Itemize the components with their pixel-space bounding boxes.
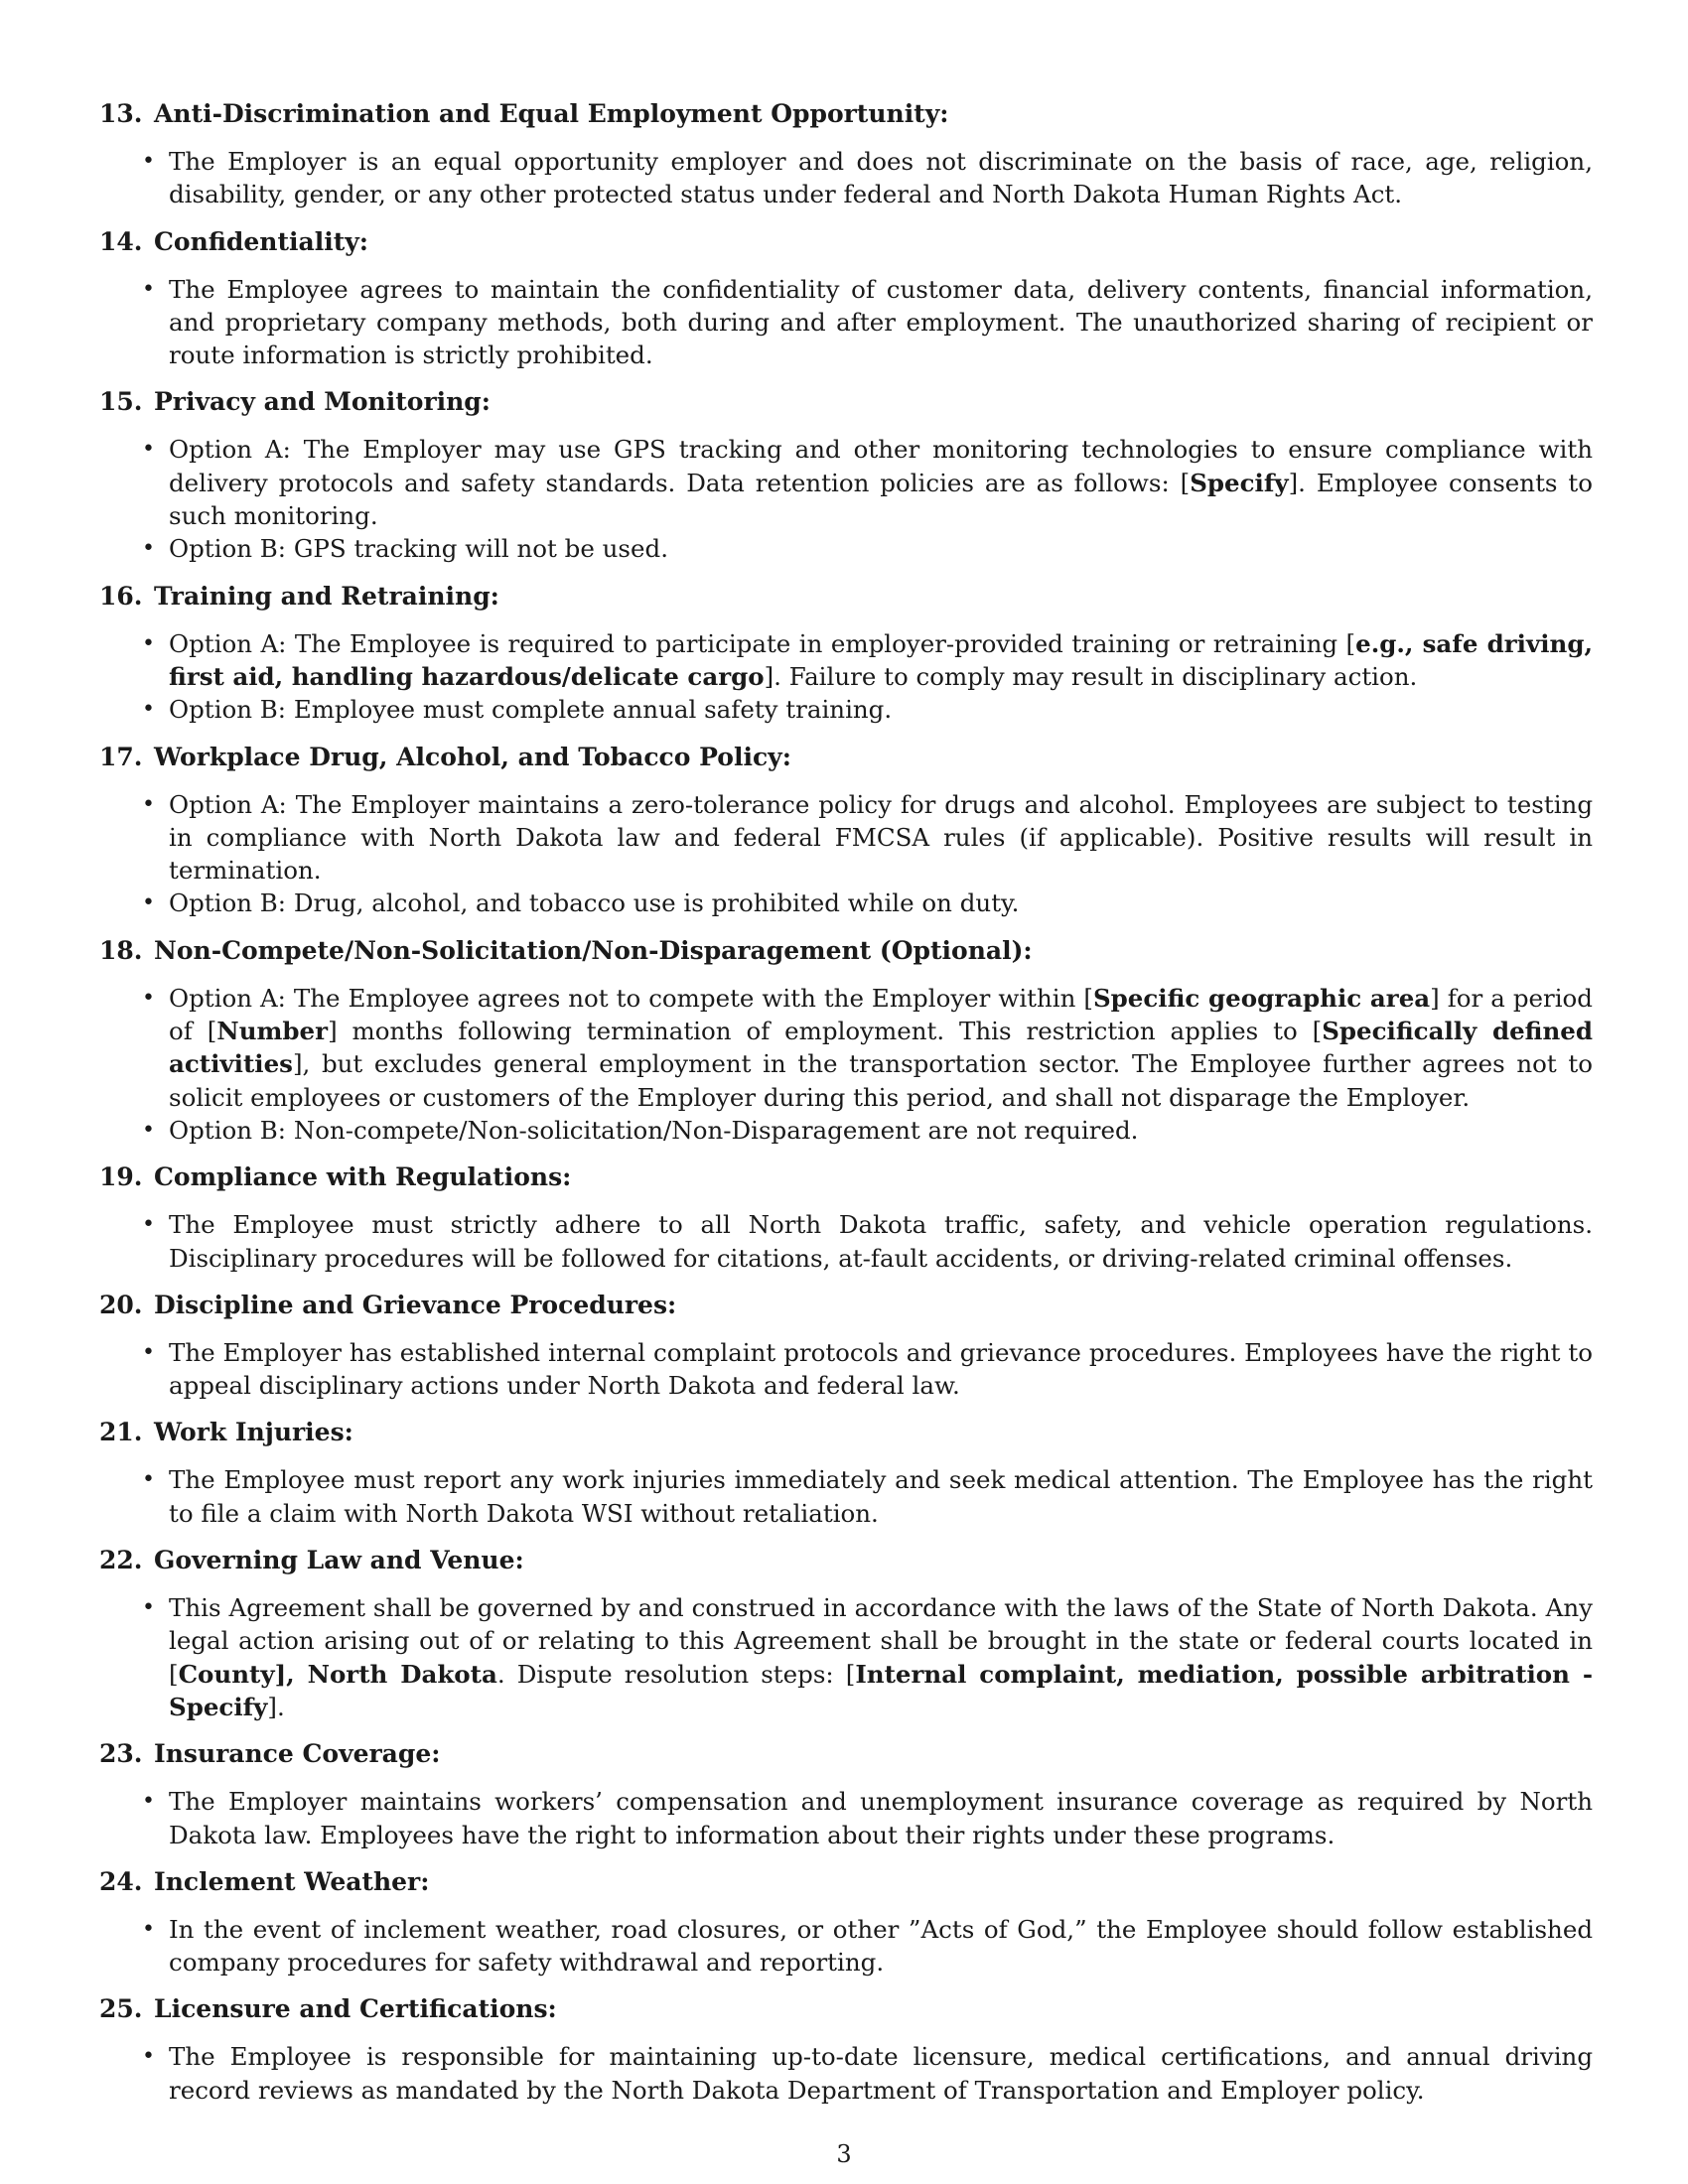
bullet-list [99, 1785, 1593, 1851]
bullet-list [99, 788, 1593, 920]
body-text: Option A: The Employer maintains a zero-tolerance policy for drugs and alcohol. Employees are subject to testing in compliance with North Dakota law and federal FMCSA rules (if applicable). Positive results will result in termination. [169, 789, 1593, 886]
section-16 [99, 580, 1593, 727]
section-17 [99, 741, 1593, 920]
placeholder-text: County], North Dakota [178, 1659, 497, 1689]
bullet-item [99, 887, 1593, 919]
section-number: 25. [99, 1994, 143, 2024]
bullet-dot-icon: • [142, 1212, 155, 1238]
placeholder-text: Number [216, 1017, 329, 1046]
section-20 [99, 1289, 1593, 1403]
bullet-item [99, 145, 1593, 211]
document-page [99, 97, 1593, 2120]
body-text: . Dispute resolution steps: [ [496, 1659, 856, 1689]
section-number: 14. [99, 226, 143, 256]
page-number: 3 [836, 2140, 852, 2168]
section-heading [99, 741, 1593, 773]
bullet-dot-icon: • [142, 149, 155, 174]
section-number: 17. [99, 742, 143, 771]
body-text: This Agreement shall be governed by and construed in accordance with the laws of the State of North Dakota. Any legal action arising out of or relating to this Agreement shall be brought in the state or federal courts located in [ [169, 1593, 1593, 1689]
bullet-list [99, 982, 1593, 1147]
body-text: The Employee agrees to maintain the confidentiality of customer data, delivery contents, financial information, and proprietary company methods, both during and after employment. The unauthorized sharing of recipient or route information is strictly prohibited. [169, 274, 1593, 370]
bullet-list [99, 1336, 1593, 1403]
body-text: Option A: The Employee is required to participate in employer-provided training or retraining [ [169, 628, 1356, 658]
section-number: 19. [99, 1162, 143, 1192]
placeholder-text: Internal complaint, mediation, possible arbitration - Specify [169, 1659, 1593, 1721]
body-text: In the event of inclement weather, road closures, or other ”Acts of God,” the Employee should follow established company procedures for safety withdrawal and reporting. [169, 1914, 1593, 1978]
body-text: The Employee must strictly adhere to all North Dakota traffic, safety, and vehicle operation regulations. Disciplinary procedures will be followed for citations, at-fault accidents, or driving-related criminal offenses. [169, 1210, 1593, 1273]
section-heading [99, 934, 1593, 967]
bullet-item [99, 982, 1593, 1114]
bullet-item [99, 788, 1593, 887]
bullet-item [99, 1591, 1593, 1723]
bullet-list [99, 627, 1593, 727]
section-22 [99, 1544, 1593, 1723]
bullet-dot-icon: • [142, 276, 155, 302]
bullet-dot-icon: • [142, 1117, 155, 1143]
section-14 [99, 225, 1593, 372]
bullet-item [99, 1785, 1593, 1851]
bullet-item [99, 1336, 1593, 1403]
body-text: ]. Employee consents to such monitoring. [169, 468, 1593, 531]
section-title: Inclement Weather: [154, 1866, 430, 1896]
placeholder-text: Specific geographic area [1092, 983, 1431, 1013]
body-text: Option B: Employee must complete annual safety training. [169, 695, 893, 725]
bullet-dot-icon: • [142, 985, 155, 1011]
body-text: ], but excludes general employment in the transportation sector. The Employee further agrees not to solicit employees or customers of the Employer during this period, and shall not disparage the Employer. [169, 1049, 1593, 1112]
section-number: 24. [99, 1866, 143, 1896]
body-text: The Employee is responsible for maintaining up-to-date licensure, medical certifications, and annual driving record reviews as mandated by the North Dakota Department of Transportation and Employer policy. [169, 2042, 1593, 2105]
placeholder-text: Specifically defined activities [169, 1017, 1594, 1079]
bullet-list [99, 145, 1593, 211]
section-title: Licensure and Certifications: [154, 1994, 557, 2024]
section-18 [99, 934, 1593, 1147]
bullet-item [99, 1208, 1593, 1275]
section-heading [99, 1160, 1593, 1193]
body-text: The Employee must report any work injuries immediately and seek medical attention. The Employee has the right to file a claim with North Dakota WSI without retaliation. [169, 1465, 1593, 1528]
section-23 [99, 1737, 1593, 1851]
bullet-dot-icon: • [142, 890, 155, 916]
bullet-list [99, 273, 1593, 372]
section-title: Training and Retraining: [154, 581, 499, 611]
bullet-list [99, 1913, 1593, 1979]
section-title: Compliance with Regulations: [154, 1162, 572, 1192]
bullet-list [99, 1591, 1593, 1723]
bullet-dot-icon: • [142, 1467, 155, 1493]
section-title: Anti-Discrimination and Equal Employment Opportunity: [154, 99, 949, 128]
bullet-list [99, 2040, 1593, 2107]
section-title: Insurance Coverage: [154, 1739, 441, 1769]
section-heading [99, 580, 1593, 613]
section-heading [99, 225, 1593, 258]
section-title: Privacy and Monitoring: [154, 387, 492, 417]
body-text: The Employer is an equal opportunity employer and does not discriminate on the basis of race, age, religion, disability, gender, or any other protected status under federal and North Dakota Human Rights Act. [169, 147, 1593, 209]
section-title: Confidentiality: [154, 226, 369, 256]
body-text: Option A: The Employee agrees not to compete with the Employer within [ [169, 983, 1093, 1013]
placeholder-text: Specify [1190, 468, 1289, 497]
section-15 [99, 385, 1593, 565]
body-text: ]. [267, 1692, 285, 1721]
section-title: Governing Law and Venue: [154, 1546, 524, 1575]
bullet-dot-icon: • [142, 1916, 155, 1942]
bullet-item [99, 532, 1593, 565]
section-heading [99, 1865, 1593, 1898]
section-24 [99, 1865, 1593, 1979]
body-text: Option B: GPS tracking will not be used. [169, 534, 668, 564]
bullet-item [99, 273, 1593, 372]
section-heading [99, 385, 1593, 418]
section-number: 20. [99, 1290, 143, 1319]
section-number: 18. [99, 935, 143, 965]
bullet-list [99, 1208, 1593, 1275]
bullet-dot-icon: • [142, 1789, 155, 1815]
bullet-dot-icon: • [142, 2044, 155, 2070]
section-title: Non-Compete/Non-Solicitation/Non-Disparagement (Optional): [154, 935, 1033, 965]
bullet-item [99, 1913, 1593, 1979]
section-number: 13. [99, 99, 143, 128]
bullet-dot-icon: • [142, 1595, 155, 1621]
section-heading [99, 97, 1593, 130]
body-text: The Employer has established internal complaint protocols and grievance procedures. Employees have the right to appeal disciplinary actions under North Dakota and federal law. [169, 1337, 1593, 1401]
section-number: 22. [99, 1546, 143, 1575]
bullet-dot-icon: • [142, 437, 155, 463]
section-heading [99, 1544, 1593, 1576]
body-text: ] months following termination of employment. This restriction applies to [ [328, 1017, 1323, 1046]
bullet-dot-icon: • [142, 1339, 155, 1365]
bullet-item [99, 2040, 1593, 2107]
section-heading [99, 1992, 1593, 2025]
bullet-dot-icon: • [142, 630, 155, 656]
bullet-dot-icon: • [142, 791, 155, 817]
section-title: Workplace Drug, Alcohol, and Tobacco Policy: [154, 742, 791, 771]
body-text: The Employer maintains workers’ compensation and unemployment insurance coverage as required by North Dakota law. Employees have the right to information about their rights under these programs. [169, 1787, 1593, 1849]
body-text: Option B: Drug, alcohol, and tobacco use is prohibited while on duty. [169, 888, 1020, 918]
bullet-item [99, 627, 1593, 694]
section-heading [99, 1289, 1593, 1321]
body-text: ]. Failure to comply may result in disciplinary action. [764, 661, 1418, 691]
body-text: ] for a period of [ [169, 983, 1593, 1046]
bullet-item [99, 433, 1593, 532]
section-25 [99, 1992, 1593, 2107]
bullet-item [99, 1463, 1593, 1530]
body-text: Option B: Non-compete/Non-solicitation/Non-Disparagement are not required. [169, 1115, 1139, 1145]
bullet-list [99, 1463, 1593, 1530]
section-21 [99, 1416, 1593, 1530]
section-heading [99, 1416, 1593, 1448]
bullet-list [99, 433, 1593, 565]
section-number: 23. [99, 1739, 143, 1769]
bullet-dot-icon: • [142, 697, 155, 723]
section-number: 15. [99, 387, 143, 417]
bullet-item [99, 693, 1593, 726]
section-19 [99, 1160, 1593, 1275]
section-title: Discipline and Grievance Procedures: [154, 1290, 677, 1319]
section-title: Work Injuries: [154, 1418, 353, 1447]
bullet-dot-icon: • [142, 536, 155, 562]
body-text: Option A: The Employer may use GPS tracking and other monitoring technologies to ensure compliance with delivery protocols and safety standards. Data retention policies are as follows: [ [169, 435, 1593, 497]
section-number: 21. [99, 1418, 143, 1447]
section-heading [99, 1737, 1593, 1770]
section-number: 16. [99, 581, 143, 611]
section-13 [99, 97, 1593, 211]
bullet-item [99, 1114, 1593, 1147]
placeholder-text: e.g., safe driving, first aid, handling hazardous/delicate cargo [169, 628, 1594, 691]
